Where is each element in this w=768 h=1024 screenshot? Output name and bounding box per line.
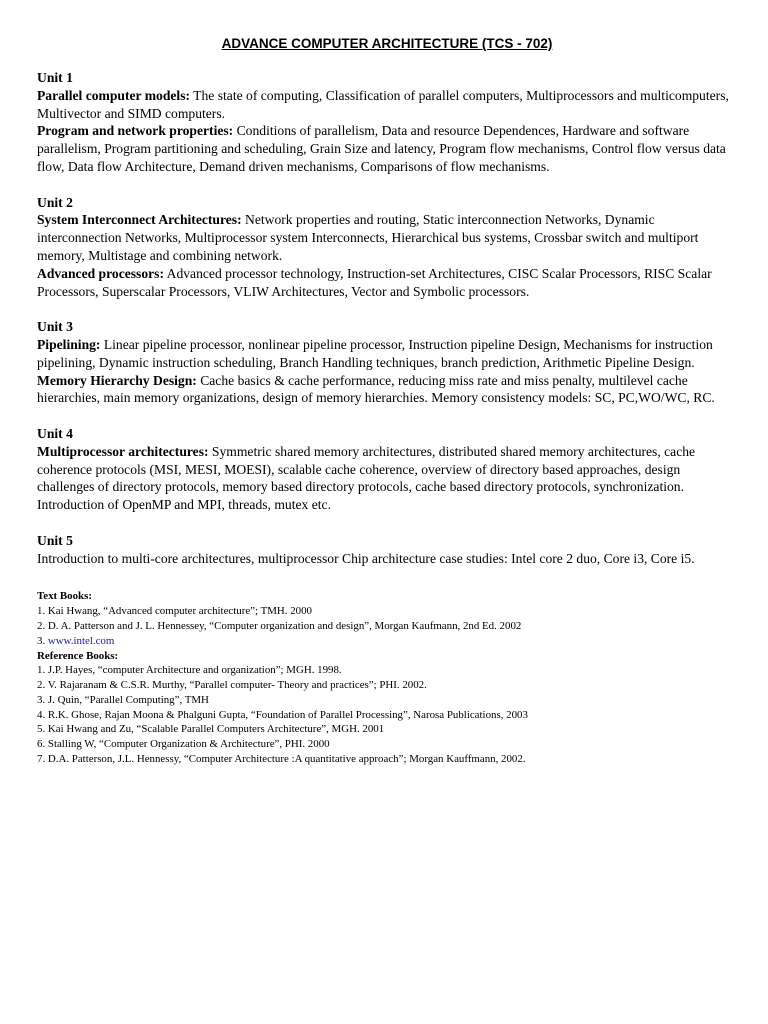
- unit-heading: Unit 4: [37, 425, 73, 441]
- unit-heading: Unit 2: [37, 194, 73, 210]
- reference-book-item: 1. J.P. Hayes, “computer Architecture and organization”; MGH. 1998.: [37, 664, 342, 677]
- topic-system-interconnect: [37, 211, 737, 264]
- books-section: [37, 589, 737, 767]
- topic-text: Linear pipeline processor, nonlinear pipeline processor, Instruction pipeline Design, Mechanisms for instruction pipelining, Dynamic instruction scheduling, Branch Handling techniques, branch prediction, Arithmetic Pipeline Design.: [37, 336, 713, 370]
- topic-text: Cache basics & cache performance, reducing miss rate and miss penalty, multilevel cache hierarchies, main memory organizations, design of memory hierarchies. Memory consistency models: SC, PC,WO/WC, RC.: [37, 372, 715, 406]
- topic-label: Multiprocessor architectures:: [37, 443, 209, 459]
- unit-4: [37, 425, 737, 514]
- reference-book-item: 5. Kai Hwang and Zu, “Scalable Parallel Computers Architecture”, MGH. 2001: [37, 723, 385, 736]
- text-book-item: 2. D. A. Patterson and J. L. Hennessey, “Computer organization and design”, Morgan Kaufmann, 2nd Ed. 2002: [37, 619, 522, 632]
- reference-books-heading: Reference Books:: [37, 649, 119, 662]
- text-book-item: [37, 634, 737, 649]
- topic-label: Parallel computer models:: [37, 87, 191, 103]
- topic-program-network-properties: [37, 122, 737, 175]
- unit-1: [37, 69, 737, 176]
- reference-book-item: 4. R.K. Ghose, Rajan Moona & Phalguni Gupta, “Foundation of Parallel Processing”, Narosa Publications, 2003: [37, 708, 528, 721]
- topic-label: Advanced processors:: [37, 265, 164, 281]
- topic-label: Program and network properties:: [37, 123, 234, 139]
- reference-book-item: 6. Stalling W, “Computer Organization & Architecture”, PHI. 2000: [37, 738, 330, 751]
- topic-text: Introduction to multi-core architectures, multiprocessor Chip architecture case studies: Intel core 2 duo, Core i3, Core i5.: [37, 550, 695, 566]
- topic-text: Symmetric shared memory architectures, distributed shared memory architectures, cache coherence protocols (MSI, MESI, MOESI), scalable cache coherence, overview of directory based approaches, design challenges of directory protocols, memory based directory protocols, cache based directory protocols, synchronization. Introduction of OpenMP and MPI, threads, mutex etc.: [37, 443, 696, 513]
- reference-book-item: 7. D.A. Patterson, J.L. Hennessy, “Computer Architecture :A quantitative approach”; Morgan Kauffmann, 2002.: [37, 753, 526, 766]
- topic-advanced-processors: [37, 265, 737, 301]
- unit-3: [37, 318, 737, 407]
- topic-parallel-computer-models: [37, 87, 737, 123]
- topic-label: Pipelining:: [37, 336, 101, 352]
- topic-label: Memory Hierarchy Design:: [37, 372, 197, 388]
- topic-multiprocessor-architectures: [37, 443, 737, 514]
- topic-multi-core: [37, 550, 737, 568]
- unit-heading: Unit 3: [37, 319, 73, 335]
- reference-book-item: 3. J. Quin, “Parallel Computing”, TMH: [37, 693, 209, 706]
- reference-book-item: 2. V. Rajaranam & C.S.R. Murthy, “Parallel computer- Theory and practices”; PHI. 2002.: [37, 679, 427, 692]
- topic-memory-hierarchy: [37, 372, 737, 408]
- topic-text: Conditions of parallelism, Data and resource Dependences, Hardware and software parallelism, Program partitioning and scheduling, Grain Size and latency, Program flow mechanisms, Control flow versus data flow, Data flow Architecture, Demand driven mechanisms, Comparisons of flow mechanisms.: [37, 123, 726, 174]
- intel-link[interactable]: www.intel.com: [47, 634, 115, 647]
- unit-heading: Unit 1: [37, 70, 73, 85]
- link-prefix: 3.: [37, 634, 48, 647]
- unit-5: [37, 532, 737, 568]
- unit-2: [37, 194, 737, 301]
- text-book-item: 1. Kai Hwang, “Advanced computer architecture”; TMH. 2000: [37, 605, 312, 618]
- topic-text: Advanced processor technology, Instruction-set Architectures, CISC Scalar Processors, RISC Scalar Processors, Superscalar Processors, VLIW Architectures, Vector and Symbolic processors.: [37, 265, 712, 299]
- topic-label: System Interconnect Architectures:: [37, 212, 242, 228]
- topic-text: Network properties and routing, Static interconnection Networks, Dynamic interconnection Networks, Multiprocessor system Interconnects, Hierarchical bus systems, Crossbar switch and multiport memory, Multistage and combining network.: [37, 212, 699, 263]
- topic-text: The state of computing, Classification of parallel computers, Multiprocessors and multicomputers, Multivector and SIMD computers.: [37, 87, 729, 121]
- topic-pipelining: [37, 336, 737, 372]
- text-books-heading: Text Books:: [37, 590, 92, 603]
- unit-heading: Unit 5: [37, 532, 73, 548]
- document-page: [37, 36, 737, 767]
- document-title: ADVANCE COMPUTER ARCHITECTURE (TCS - 702): [221, 36, 553, 51]
